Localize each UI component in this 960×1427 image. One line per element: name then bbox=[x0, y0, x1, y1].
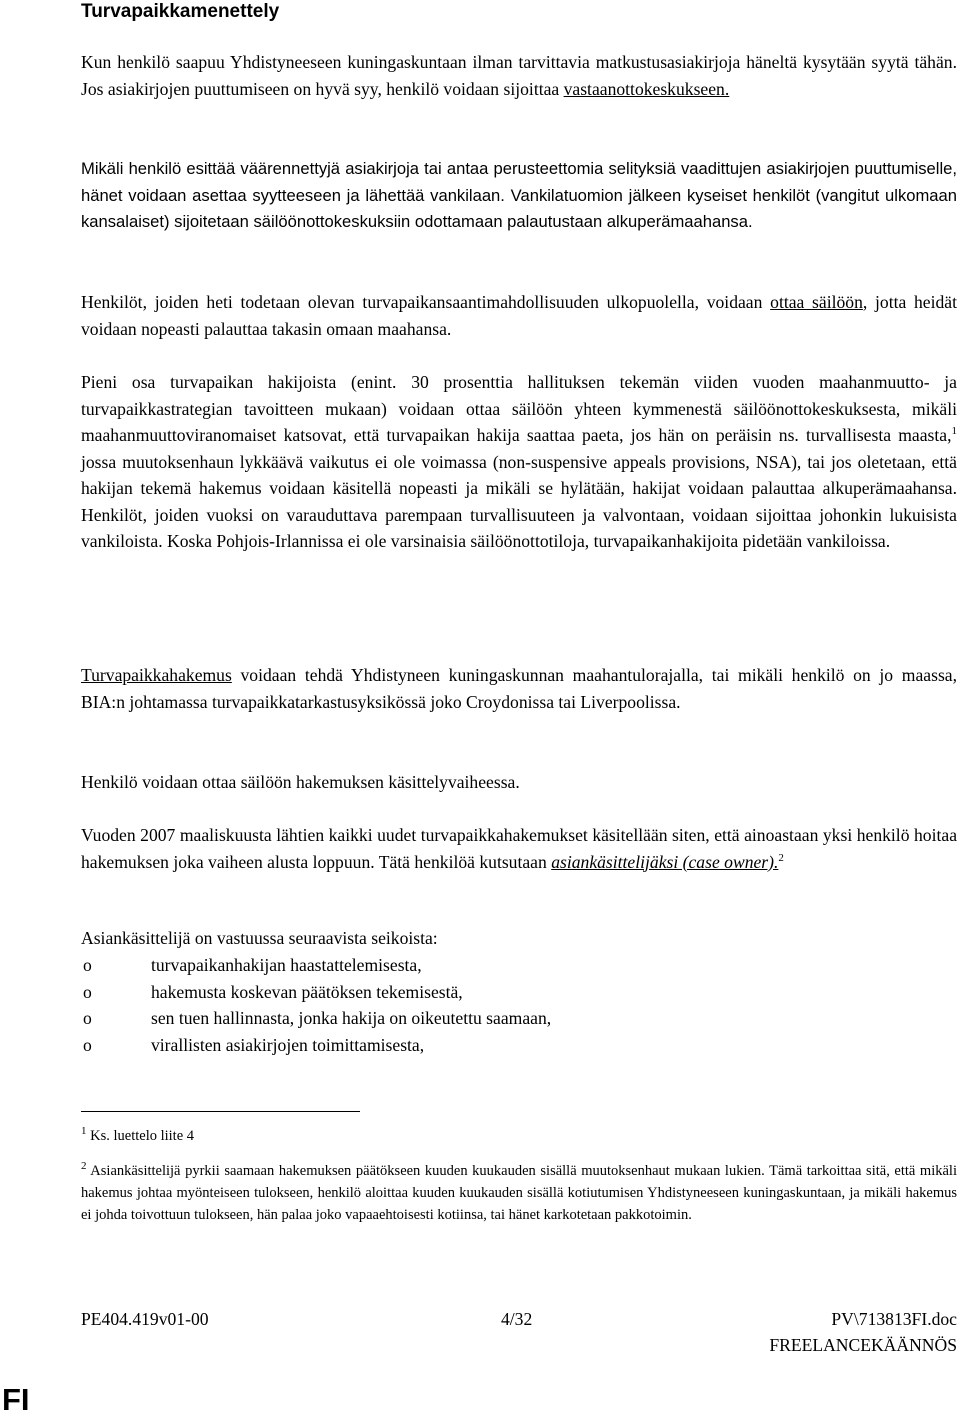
footnote-1 bbox=[81, 1125, 957, 1147]
page-footer-second-line bbox=[81, 1332, 957, 1358]
footer-file-name: PV\713813FI.doc bbox=[831, 1309, 957, 1329]
paragraph-asylum-text: Pieni osa turvapaikan hakijoista (enint. 30 prosenttia hallituksen tekemän viiden vuoden maahanmuutto- ja turvapaikkastrategian tavoitteen mukaan) voidaan ottaa säilöön yhteen kymmenestä säilöönottokeskuksesta, mikäli maahanmuuttoviranomaiset katsovat, että turvapaikan hakija saattaa paeta, jos hän on peräisin ns. turvallisesta maasta, bbox=[81, 372, 957, 445]
footnote-text: Ks. luettelo liite 4 bbox=[90, 1128, 195, 1144]
footnote-ref-2[interactable]: 2 bbox=[778, 851, 784, 864]
footer-page-number: 4/32 bbox=[501, 1309, 533, 1329]
bullet-marker: o bbox=[83, 1008, 92, 1028]
bullet-marker: o bbox=[83, 1034, 92, 1055]
paragraph-detention-text: Henkilöt, joiden heti todetaan olevan turvapaikansaantimahdollisuuden ulkopuolella, voidaan bbox=[81, 292, 771, 312]
paragraph-asylum-seekers bbox=[81, 369, 957, 555]
link-asylum-application[interactable]: Turvapaikkahakemus bbox=[81, 665, 232, 685]
paragraph-application-text: voidaan tehdä Yhdistyneen kuningaskunnan maahantulorajalla, tai mikäli henkilö on jo maassa, BIA:n johtamassa turvapaikkatarkastusyksikössä joko Croydonissa tai Liverpoolissa. bbox=[81, 665, 957, 712]
footnote-ref-1[interactable]: 1 bbox=[951, 425, 957, 437]
list-item-text: hakemusta koskevan päätöksen tekemisestä, bbox=[151, 981, 463, 1002]
footer-translation-note: FREELANCEKÄÄNNÖS bbox=[769, 1335, 957, 1355]
paragraph-case-owner bbox=[81, 822, 957, 875]
footnote-number: 1 bbox=[81, 1125, 87, 1137]
footnote-text: Asiankäsittelijä pyrkii saamaan hakemuksen päätökseen kuuden kuukauden sisällä muutoksenhaut mukaan lukien. Tämä tarkoittaa sitä, että mikäli hakemus johtaa myönteiseen tulokseen, henkilö aloittaa kuuden kuukauden sisällä kotiutumisen Yhdistyneeseen kuningaskuntaan, ja mikäli hakemus ei johda toivottuun tulokseen, hän palaa joko vapaaehtoisesti kotiinsa, tai hänet karkotetaan pakkotoimin. bbox=[81, 1163, 957, 1223]
list-item-text: virallisten asiakirjojen toimittamisesta, bbox=[151, 1034, 425, 1055]
bullet-marker: o bbox=[83, 981, 92, 1002]
paragraph-case-owner-text: Vuoden 2007 maaliskuusta lähtien kaikki uudet turvapaikkahakemukset käsitellään siten, että ainoastaan yksi henkilö hoitaa hakemuksen joka vaiheen alusta loppuun. Tätä henkilöä kutsutaan bbox=[81, 825, 957, 872]
paragraph-responsibilities: Asiankäsittelijä on vastuussa seuraavista seikoista: bbox=[81, 928, 438, 948]
link-detention[interactable]: ottaa säilöön bbox=[770, 292, 863, 312]
page-footer bbox=[81, 1306, 957, 1332]
paragraph-processing: Henkilö voidaan ottaa säilöön hakemuksen käsittelyvaiheessa. bbox=[81, 772, 520, 792]
paragraph-detention bbox=[81, 289, 957, 342]
paragraph-arrival bbox=[81, 49, 957, 102]
list-item-text: turvapaikanhakijan haastattelemisesta, bbox=[151, 955, 422, 975]
paragraph-asylum-text-end: jossa muutoksenhaun lykkäävä vaikutus ei ole voimassa (non-suspensive appeals provisions, NSA), tai jos oletetaan, että hakijan tekemä hakemus voidaan käsitellä nopeasti ja mikäli se hylätään, hakijat voidaan palauttaa alkuperämaahansa. Henkilöt, joiden vuoksi on varauduttava parempaan turvallisuuteen ja valvontaan, voidaan sijoittaa johonkin lukuisista vankiloista. Koska Pohjois-Irlannissa ei ole varsinaisia säilöönottotiloja, turvapaikanhakijoita pidetään vankiloissa. bbox=[81, 451, 957, 551]
list-item-text: sen tuen hallinnasta, jonka hakija on oikeutettu saamaan, bbox=[151, 1008, 552, 1028]
paragraph-false-documents: Mikäli henkilö esittää väärennettyjä asiakirjoja tai antaa perusteettomia selityksiä vaadittujen asiakirjojen puuttumiselle, hänet voidaan asettaa syytteeseen ja lähettää vankilaan. Vankilatuomion jälkeen kyseiset henkilöt (vangitut ulkomaan kansalaiset) sijoitetaan säilöönottokeskuksiin odottamaan palautustaan alkuperämaahansa. bbox=[81, 159, 957, 231]
bullet-marker: o bbox=[83, 955, 92, 975]
language-code: FI bbox=[2, 1382, 30, 1417]
footnote-separator bbox=[81, 1111, 360, 1112]
footnote-2 bbox=[81, 1160, 957, 1226]
link-case-owner[interactable]: asiankäsittelijäksi (case owner). bbox=[551, 851, 779, 872]
paragraph-application bbox=[81, 662, 957, 715]
paragraph-detention-text-end: , jotta heidät voidaan nopeasti palauttaa takasin omaan maahansa. bbox=[81, 292, 957, 339]
link-reception-centre[interactable]: vastaanottokeskukseen. bbox=[563, 78, 730, 99]
section-heading: Turvapaikkamenettely bbox=[81, 1, 280, 22]
footer-doc-ref: PE404.419v01-00 bbox=[81, 1309, 209, 1329]
paragraph-arrival-text: Kun henkilö saapuu Yhdistyneeseen kuningaskuntaan ilman tarvittavia matkustusasiakirjoja häneltä kysytään syytä tähän. Jos asiakirjojen puuttumiseen on hyvä syy, henkilö voidaan sijoittaa bbox=[81, 52, 957, 99]
footnote-number: 2 bbox=[81, 1160, 87, 1172]
